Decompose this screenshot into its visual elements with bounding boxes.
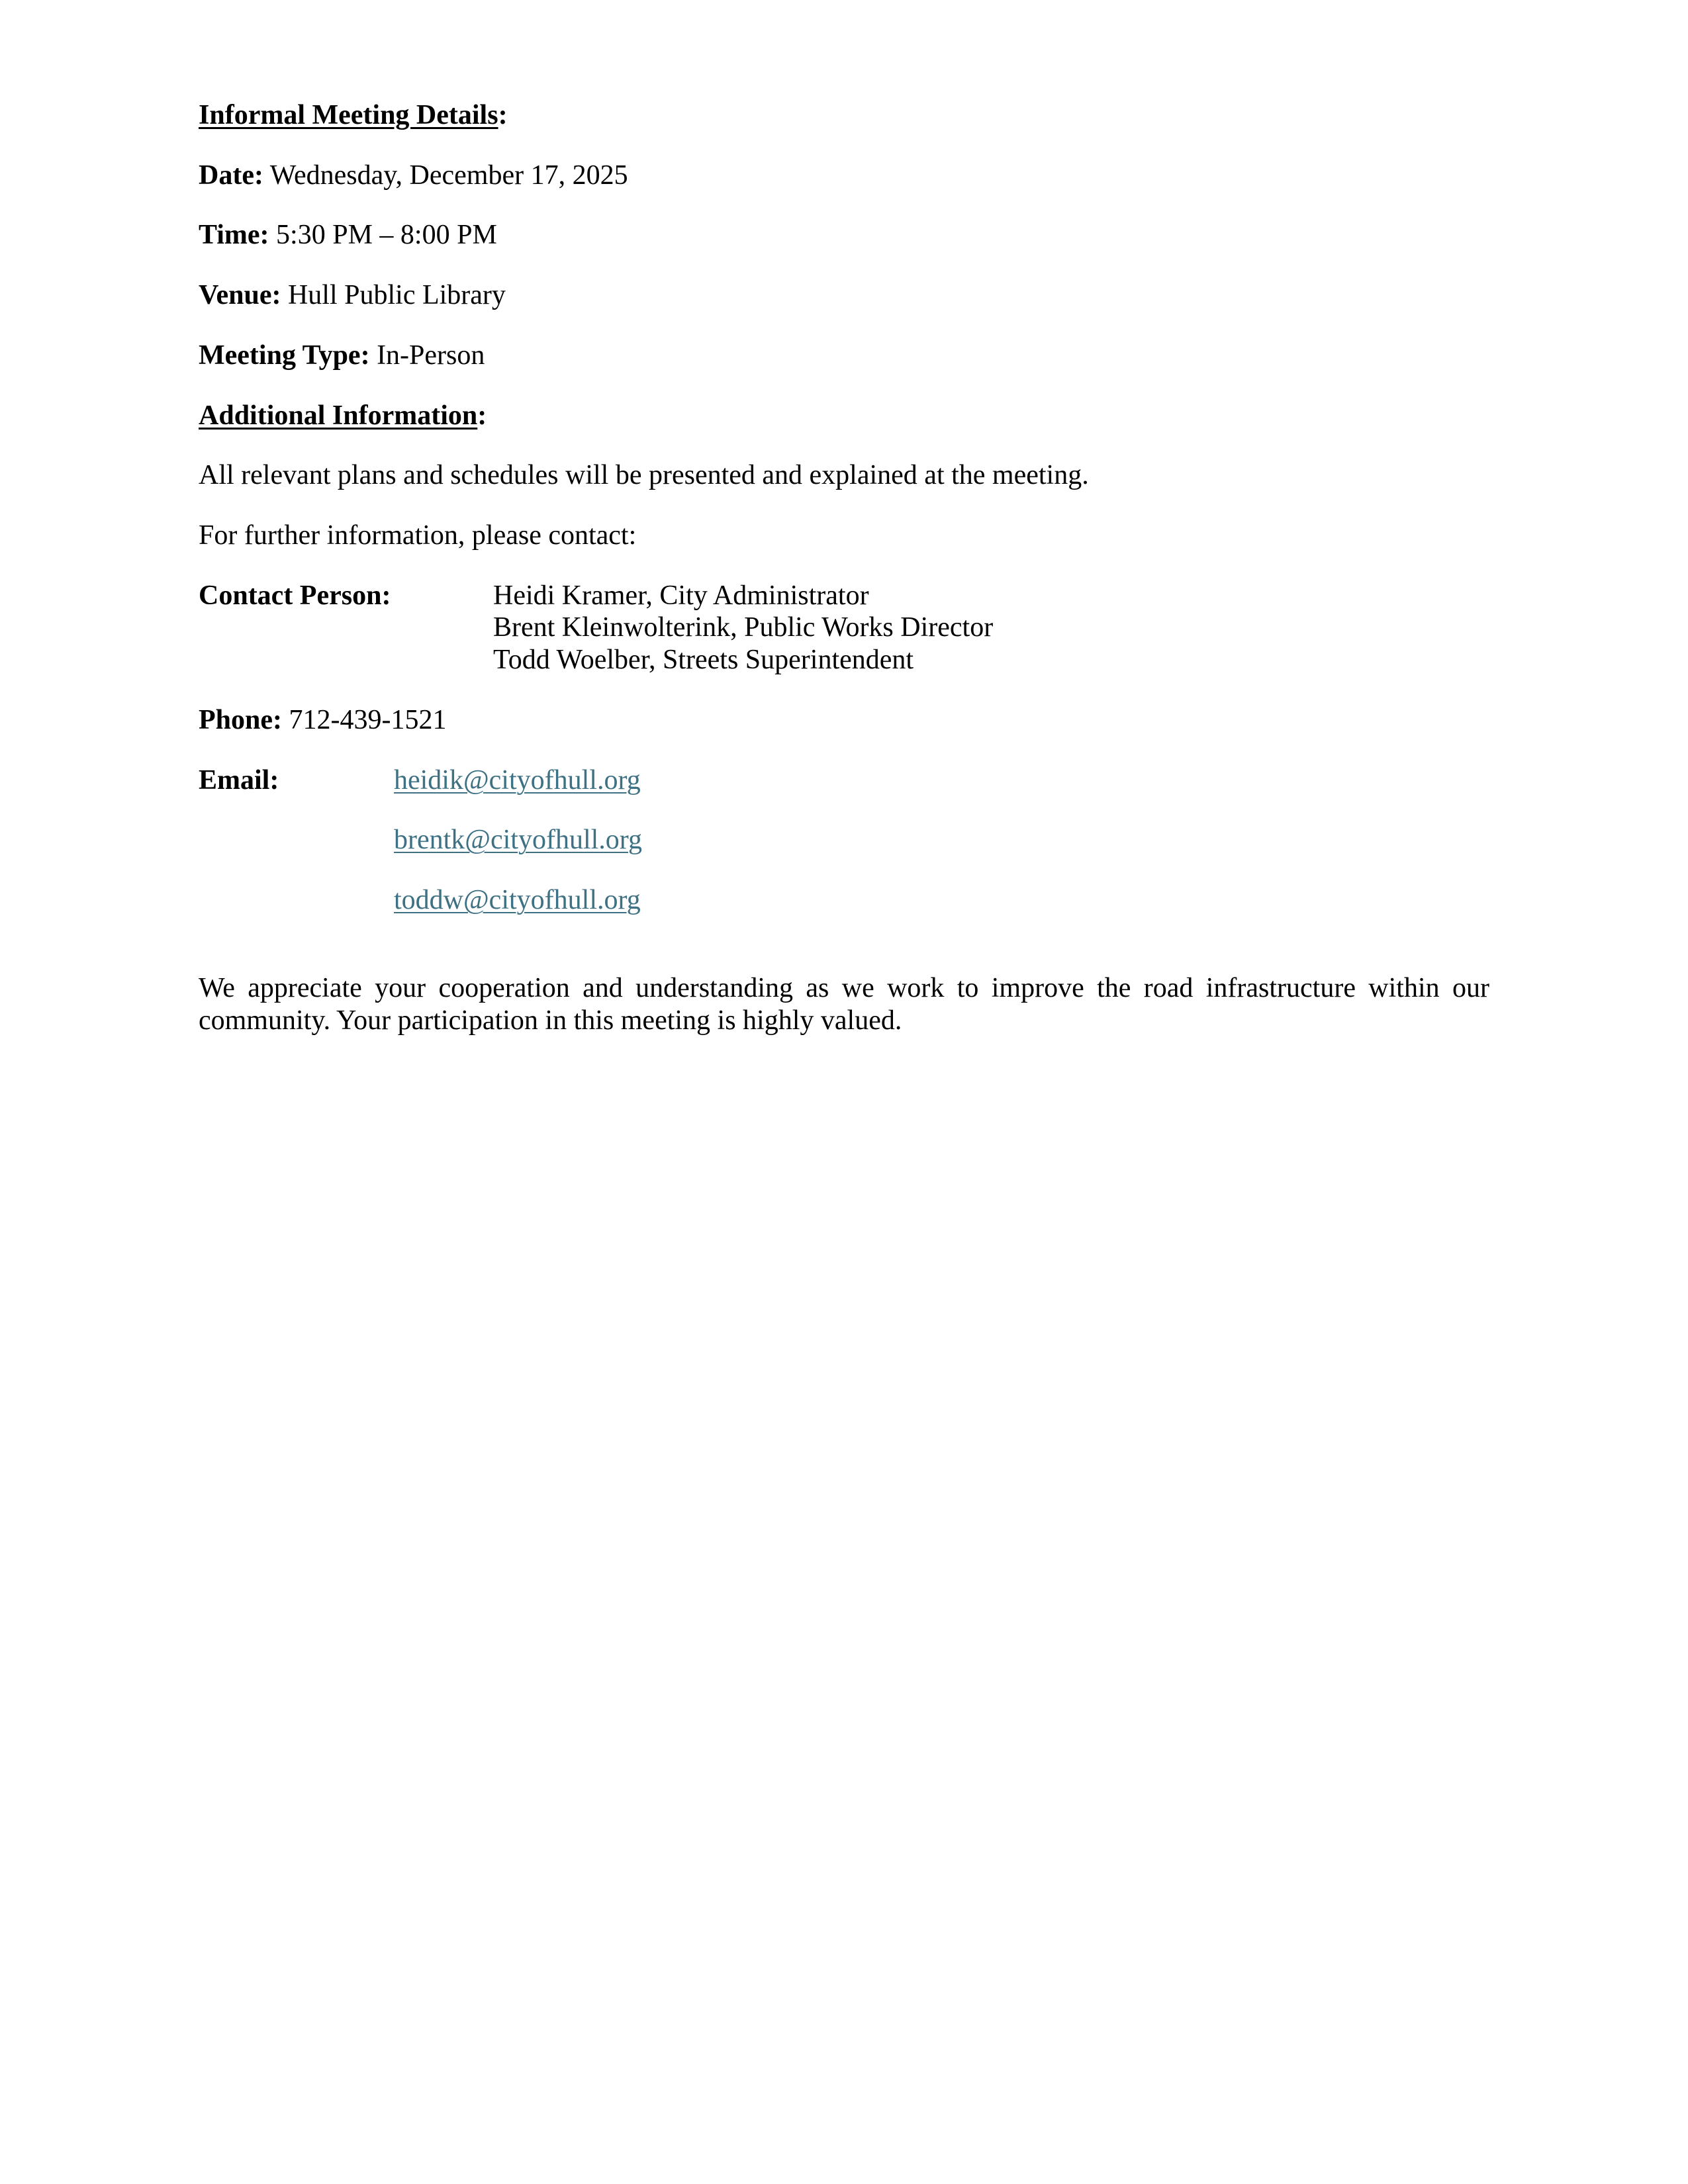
detail-time	[199, 219, 1489, 251]
contact-person-name: Todd Woelber, Streets Superintendent	[493, 645, 914, 676]
email-link-heidik[interactable]: heidik@cityofhull.org	[394, 764, 641, 796]
heading-informal-meeting-details-colon: :	[498, 100, 508, 130]
contact-person-block	[199, 580, 1489, 676]
closing-paragraph: We appreciate your cooperation and understanding as we work to improve the road infrastructure within our community. Your participation in this meeting is highly valued.	[199, 972, 1489, 1036]
email-block-spacer	[199, 944, 1489, 972]
detail-date-label: Date:	[199, 159, 263, 191]
email-link-brentk[interactable]: brentk@cityofhull.org	[394, 825, 643, 856]
contact-email-block	[199, 764, 1489, 917]
heading-informal-meeting-details-text: Informal Meeting Details	[199, 100, 498, 130]
detail-meeting-type-label: Meeting Type:	[199, 340, 370, 371]
contact-person-label: Contact Person:	[199, 580, 391, 611]
contact-phone-label: Phone:	[199, 704, 282, 735]
detail-venue-label: Venue:	[199, 280, 281, 311]
detail-venue-value: Hull Public Library	[281, 280, 506, 311]
document-body	[199, 99, 1489, 1036]
email-link-toddw[interactable]: toddw@cityofhull.org	[394, 885, 641, 916]
detail-meeting-type	[199, 340, 1489, 372]
contact-intro: For further information, please contact:	[199, 520, 637, 551]
plans-note: All relevant plans and schedules will be presented and explained at the meeting.	[199, 460, 1089, 491]
heading-informal-meeting-details	[199, 99, 1489, 132]
contact-email-label: Email:	[199, 764, 279, 796]
contact-email-list	[394, 764, 1489, 917]
detail-date	[199, 159, 1489, 192]
contact-person-name: Brent Kleinwolterink, Public Works Director	[493, 612, 994, 643]
heading-additional-information	[199, 400, 1489, 432]
detail-date-value: Wednesday, December 17, 2025	[263, 159, 628, 191]
heading-additional-information-colon: :	[477, 400, 487, 431]
heading-additional-information-text: Additional Information	[199, 400, 478, 431]
detail-time-label: Time:	[199, 220, 269, 251]
detail-time-value: 5:30 PM – 8:00 PM	[269, 220, 497, 251]
contact-phone-value: 712-439-1521	[282, 704, 447, 735]
contact-person-name: Heidi Kramer, City Administrator	[493, 580, 869, 611]
contact-person-names	[493, 580, 1489, 676]
contact-phone	[199, 704, 1489, 737]
detail-venue	[199, 279, 1489, 312]
detail-meeting-type-value: In-Person	[369, 340, 485, 371]
